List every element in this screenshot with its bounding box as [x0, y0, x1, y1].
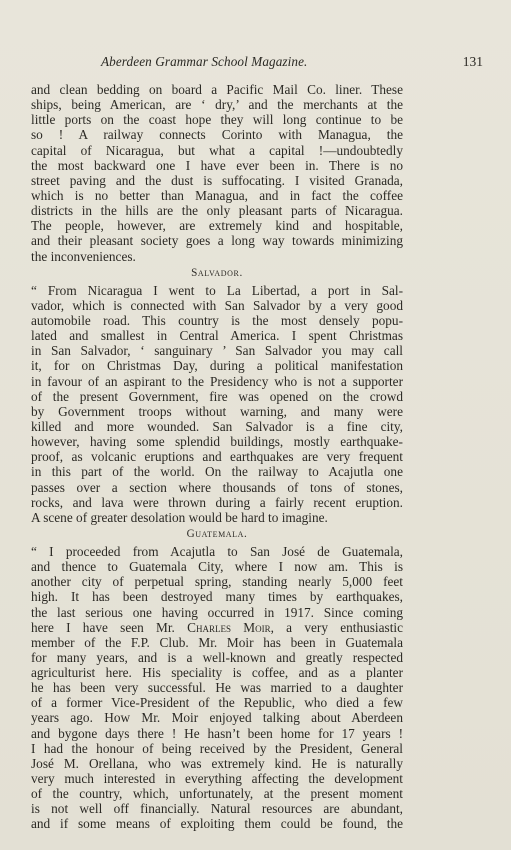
text-line: very much interested in everything affecting the development: [31, 771, 403, 787]
text-line: high. It has been destroyed many times by earthquakes,: [31, 589, 403, 605]
text-line: districts in the hills are the only pleasant parts of Nicaragua.: [31, 203, 403, 219]
text-line: so ! A railway connects Corinto with Managua, the: [31, 127, 403, 143]
text-line: “ I proceeded from Acajutla to San José de Guatemala,: [31, 543, 403, 559]
text-line: he has been very successful. He was married to a daughter: [31, 680, 403, 696]
text-line: it, for on Christmas Day, during a political manifestation: [31, 358, 403, 374]
section-heading-guatemala: Guatemala.: [186, 527, 248, 540]
text-line: passes over a section where thousands of tons of stones,: [31, 479, 403, 495]
text-line: by Government troops without warning, and many were: [31, 403, 403, 419]
text-line: I had the honour of being received by the President, General: [31, 740, 403, 756]
text-line: member of the F.P. Club. Mr. Moir has been in Guatemala: [31, 634, 403, 650]
text-line: and their pleasant society goes a long way towards minimizing: [31, 233, 403, 249]
text-line: and bygone days there ! He hasn’t been home for 17 years !: [31, 725, 403, 741]
text-line: automobile road. This country is the most densely popu-: [31, 312, 403, 328]
running-head: [31, 54, 489, 72]
text-fragment: , a very enthusiastic: [270, 619, 403, 635]
text-line: vador, which is connected with San Salvador by a very good: [31, 297, 403, 313]
text-line: the most backward one I have ever been in. There is no: [31, 157, 403, 173]
text-line: in favour of an aspirant to the Presidency who is not a supporter: [31, 373, 403, 389]
text-line: in San Salvador, ‘ sanguinary ’ San Salvador you may call: [31, 343, 403, 359]
running-title: Aberdeen Grammar School Magazine.: [101, 54, 308, 69]
text-line: and clean bedding on board a Pacific Mail Co. liner. These: [31, 82, 403, 97]
text-line: of a former Vice-President of the Republic, who died a few: [31, 695, 403, 711]
text-line: of the country, which, unfortunately, at the present moment: [31, 786, 403, 802]
guatemala-paragraph: [31, 544, 403, 832]
article-body: [31, 82, 403, 832]
page-number: 131: [462, 54, 483, 69]
text-line: little ports on the coast hope they will long continue to be: [31, 112, 403, 128]
text-line: street paving and the dust is suffocating. I visited Granada,: [31, 172, 403, 188]
text-line: and if some means of exploiting them could be found, the: [31, 816, 403, 832]
text-line: however, having some splendid buildings, mostly earthquake-: [31, 434, 403, 450]
intro-paragraph: [31, 82, 403, 264]
text-fragment: here I have seen Mr.: [31, 619, 175, 635]
text-line: for many years, and is a well-known and greatly respected: [31, 649, 403, 665]
text-line: capital of Nicaragua, but what a capital !—undoubtedly: [31, 142, 403, 158]
person-name: Charles Moir: [187, 619, 271, 635]
text-line: proof, as volcanic eruptions and earthquakes are very frequent: [31, 449, 403, 465]
text-line: rocks, and lava were thrown during a fairly recent eruption.: [31, 494, 403, 510]
text-line: another city of perpetual spring, standing nearly 5,000 feet: [31, 574, 403, 590]
text-line: killed and more wounded. San Salvador is a fine city,: [31, 418, 403, 434]
text-line: José M. Orellana, who was extremely kind. He is naturally: [31, 755, 403, 771]
text-line: ships, being American, are ‘ dry,’ and the merchants at the: [31, 97, 403, 113]
text-line: The people, however, are extremely kind and hospitable,: [31, 218, 403, 234]
section-heading-salvador: Salvador.: [191, 266, 243, 279]
text-line: A scene of greater desolation would be hard to imagine.: [31, 509, 328, 525]
text-line: [31, 620, 403, 635]
text-line: years ago. How Mr. Moir enjoyed talking about Aberdeen: [31, 710, 403, 726]
text-line: in this part of the world. On the railway to Acajutla one: [31, 464, 403, 480]
salvador-paragraph: [31, 283, 403, 525]
text-line: which is no better than Managua, and in fact the coffee: [31, 187, 403, 203]
text-line: is not well off financially. Natural resources are abundant,: [31, 801, 403, 817]
text-line: agriculturist here. His speciality is coffee, and as a planter: [31, 665, 403, 681]
text-line: of the present Government, fire was opened on the crowd: [31, 388, 403, 404]
text-line: the inconveniences.: [31, 248, 136, 264]
text-line: “ From Nicaragua I went to La Libertad, a port in Sal-: [31, 282, 403, 298]
text-line: the last serious one having occurred in 1917. Since coming: [31, 604, 403, 620]
text-line: and thence to Guatemala City, where I now am. This is: [31, 559, 403, 575]
text-line: lated and smallest in Central America. I spent Christmas: [31, 328, 403, 344]
